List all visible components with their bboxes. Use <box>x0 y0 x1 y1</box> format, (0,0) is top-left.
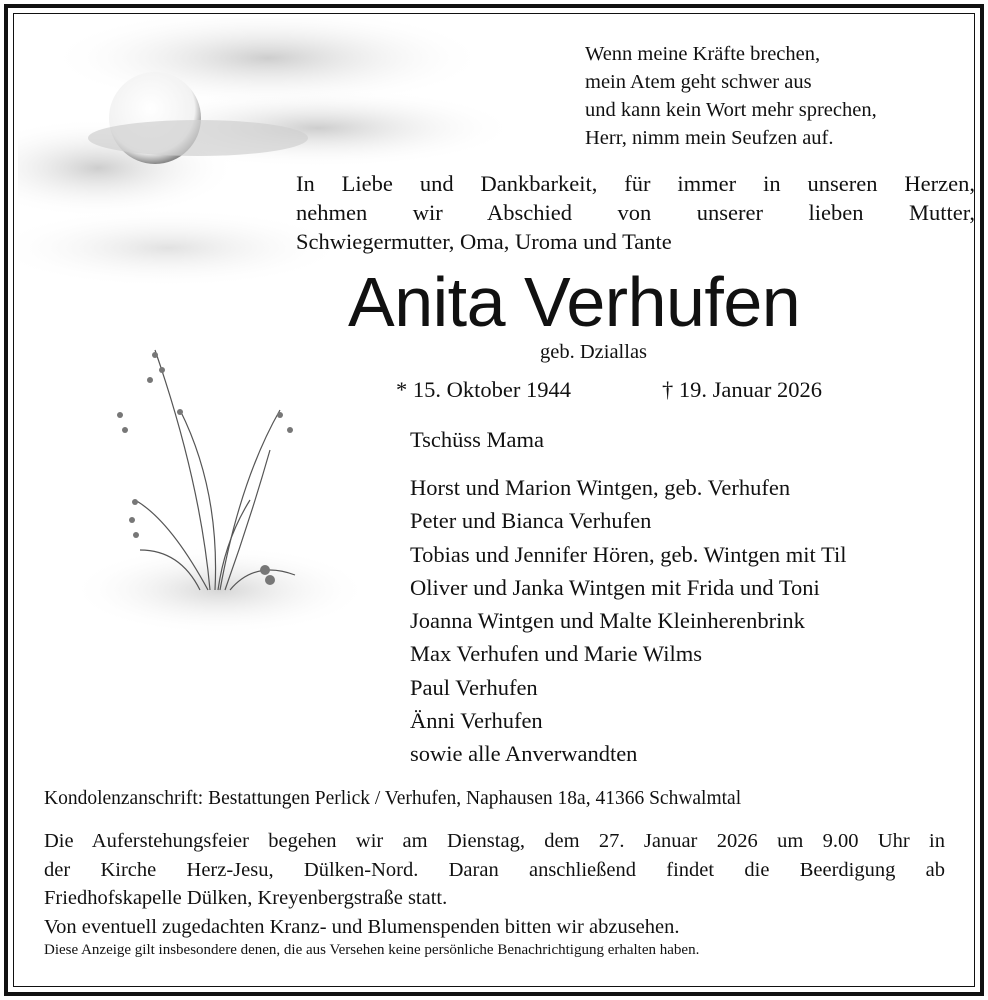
birth-name: geb. Dziallas <box>540 341 648 363</box>
intro-line: Schwiegermutter, Oma, Uroma und Tante <box>296 229 672 254</box>
family-member: sowie alle Anverwandten <box>410 741 638 767</box>
family-list <box>410 471 846 771</box>
family-member: Tobias und Jennifer Hören, geb. Wintgen mit Til <box>410 541 847 567</box>
family-member: Oliver und Janka Wintgen mit Frida und Toni <box>410 574 820 600</box>
grass-flower-illustration <box>80 320 380 640</box>
poem-line: Herr, nimm mein Seufzen auf. <box>585 127 834 149</box>
intro-text <box>296 169 975 256</box>
family-member: Joanna Wintgen und Malte Kleinherenbrink <box>410 608 805 634</box>
family-member: Paul Verhufen <box>410 674 538 700</box>
info-line: Von eventuell zugedachten Kranz- und Blumenspenden bitten wir abzusehen. <box>44 915 680 938</box>
family-member: Peter und Bianca Verhufen <box>410 508 652 534</box>
family-member: Max Verhufen und Marie Wilms <box>410 641 702 667</box>
deceased-name: Anita Verhufen <box>348 263 801 341</box>
condolence-address: Kondolenzanschrift: Bestattungen Perlick / Verhufen, Naphausen 18a, 41366 Schwalmtal <box>44 788 742 809</box>
intro-line: In Liebe und Dankbarkeit, für immer in unseren Herzen, <box>296 171 975 196</box>
poem-line: Wenn meine Kräfte brechen, <box>585 43 821 65</box>
funeral-info <box>44 827 945 941</box>
notice-note: Diese Anzeige gilt insbesondere denen, die aus Versehen keine persönliche Benachrichtigung erhalten haben. <box>44 942 700 958</box>
poem-line: mein Atem geht schwer aus <box>585 71 812 93</box>
poem-line: und kann kein Wort mehr sprechen, <box>585 99 877 121</box>
info-line: der Kirche Herz-Jesu, Dülken-Nord. Daran anschließend findet die Beerdigung ab <box>44 858 945 881</box>
death-date: † 19. Januar 2026 <box>662 377 822 402</box>
family-member: Horst und Marion Wintgen, geb. Verhufen <box>410 475 791 500</box>
farewell: Tschüss Mama <box>410 427 545 452</box>
info-line: Friedhofskapelle Dülken, Kreyenbergstraße statt. <box>44 887 448 909</box>
family-member: Änni Verhufen <box>410 708 543 734</box>
birth-date: * 15. Oktober 1944 <box>396 377 571 402</box>
info-line: Die Auferstehungsfeier begehen wir am Dienstag, dem 27. Januar 2026 um 9.00 Uhr in <box>44 830 945 852</box>
poem <box>585 40 877 152</box>
intro-line: nehmen wir Abschied von unserer lieben Mutter, <box>296 200 975 225</box>
